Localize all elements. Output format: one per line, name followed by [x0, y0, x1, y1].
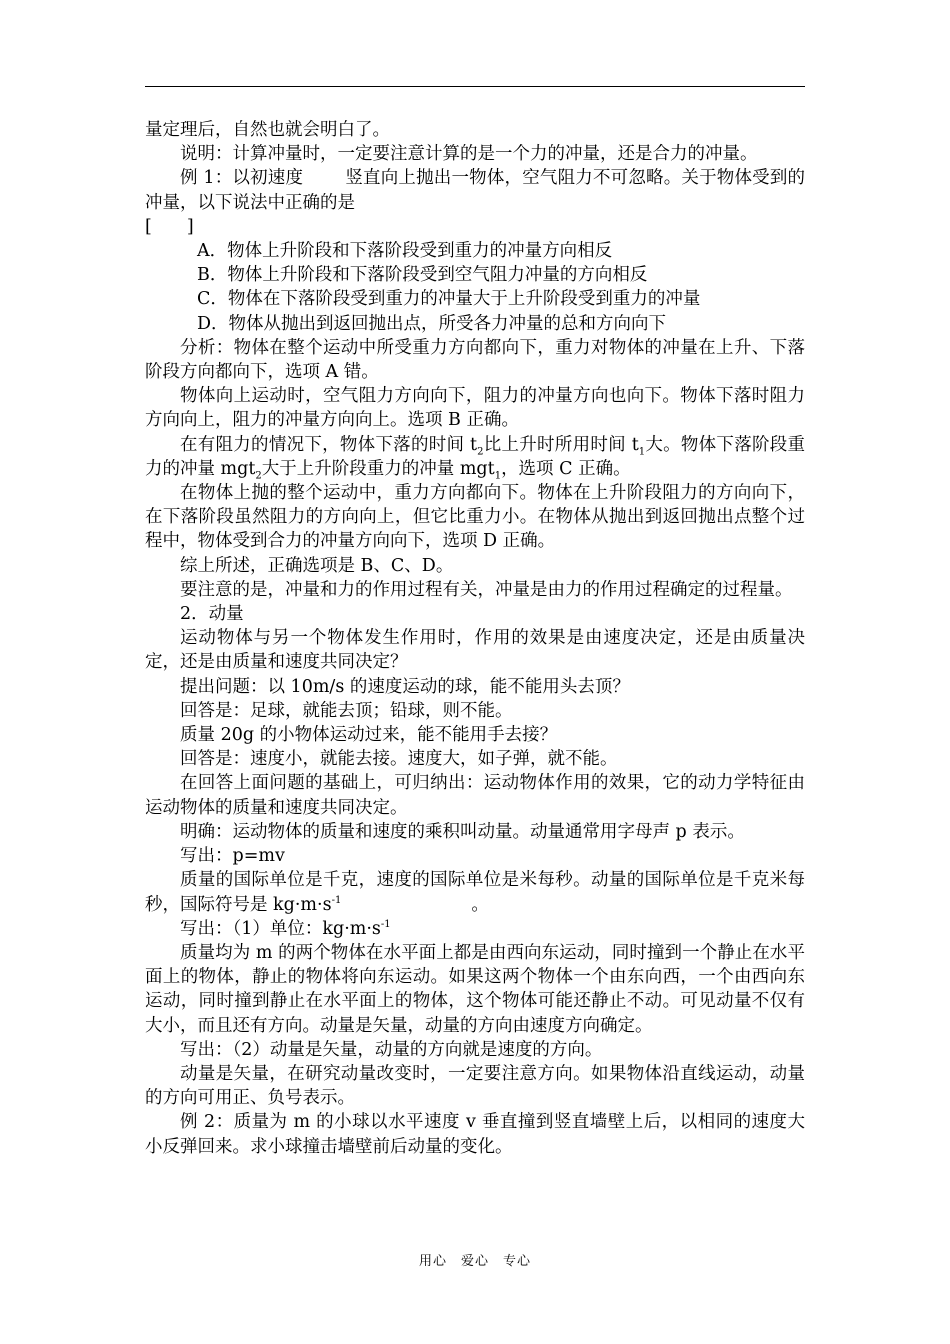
paragraph: 质量 20g 的小物体运动过来，能不能用手去接？: [180, 725, 558, 746]
option-a: A．物体上升阶段和下落阶段受到重力的冲量方向相反: [197, 241, 613, 262]
paragraph: 质量的国际单位是千克，速度的国际单位是米每秒。动量的国际单位是千克米每秒，国际符号是 $kg\cdot m\cdot s^{-1}$ 。: [145, 870, 805, 915]
header-rule: [145, 86, 805, 87]
formula-line: 写出：p=mv: [180, 846, 285, 867]
paragraph: 回答是：足球，就能去顶；铅球，则不能。: [180, 700, 513, 721]
page-footer: 用心 爱心 专心: [418, 1254, 531, 1269]
paragraph: 量定理后，自然也就会明白了。: [145, 120, 390, 140]
example-1-question: 例 1：以初速度 竖直向上抛出一物体，空气阻力不可忽略。关于物体受到的冲量，以下说法中正确的是: [145, 168, 806, 213]
paragraph: 提出问题：以 10m/s 的速度运动的球，能不能用头去顶？: [180, 676, 630, 697]
document-body: [145, 118, 805, 1159]
option-b: B．物体上升阶段和下落阶段受到空气阻力冲量的方向相反: [197, 265, 648, 286]
analysis-paragraph: 在有阻力的情况下，物体下落的时间 $t_2$比上升时所用时间 $t_1$大。物体下落阶段重力的冲量 mgt$_2$大于上升阶段重力的冲量 mgt$_1$，选项 C 正确。: [145, 434, 805, 482]
paragraph: 在回答上面问题的基础上，可归纳出：运动物体作用的效果，它的动力学特征由运动物体的质量和速度共同决定。: [145, 773, 805, 818]
analysis-paragraph: 综上所述，正确选项是 B、C、D。: [180, 555, 454, 576]
analysis-paragraph: 在物体上抛的整个运动中，重力方向都向下。物体在上升阶段阻力的方向向下，在下落阶段虽然阻力的方向向上，但它比重力小。在物体从抛出到返回抛出点整个过程中，物体受到合力的冲量方向向下，选项 D 正确。: [145, 483, 805, 552]
note-paragraph: 说明：计算冲量时，一定要注意计算的是一个力的冲量，还是合力的冲量。: [180, 144, 758, 165]
paragraph: 明确：运动物体的质量和速度的乘积叫动量。动量通常用字母声 p 表示。: [180, 821, 745, 842]
example-2-question: 例 2：质量为 m 的小球以水平速度 v 垂直撞到竖直墙壁上后，以相同的速度大小反弹回来。求小球撞击墙壁前后动量的变化。: [145, 1112, 805, 1157]
paragraph: 动量是矢量，在研究动量改变时，一定要注意方向。如果物体沿直线运动，动量的方向可用正、负号表示。: [145, 1063, 805, 1109]
analysis-paragraph: 分析：物体在整个运动中所受重力方向都向下，重力对物体的冲量在上升、下落阶段方向都向下，选项 A 错。: [145, 337, 805, 383]
paragraph: 回答是：速度小，就能去接。速度大，如子弹，就不能。: [180, 749, 618, 770]
option-d: D．物体从抛出到返回抛出点，所受各力冲量的总和方向向下: [197, 313, 667, 334]
paragraph: 运动物体与另一个物体发生作用时，作用的效果是由速度决定，还是由质量决定，还是由质量和速度共同决定？: [145, 628, 805, 673]
analysis-paragraph: 要注意的是，冲量和力的作用过程有关，冲量是由力的作用过程确定的过程量。: [180, 579, 793, 600]
unit-line: 写出：（1）单位：$kg\cdot m\cdot s^{-1}$: [180, 918, 391, 939]
answer-bracket: [ ]: [145, 216, 194, 237]
section-heading: 2．动量: [180, 604, 244, 625]
analysis-paragraph: 物体向上运动时，空气阻力方向向下，阻力的冲量方向也向下。物体下落时阻力方向向上，阻力的冲量方向向上。选项 B 正确。: [145, 386, 805, 431]
paragraph: 质量均为 m 的两个物体在水平面上都是由西向东运动，同时撞到一个静止在水平面上的物体，静止的物体将向东运动。如果这两个物体一个由东向西，一个由西向东运动，同时撞到静止在水平面上的物体，这个物体可能还静止不动。可见动量不仅有大小，而且还有方向。动量是矢量，动量的方向由速度方向确定。: [145, 942, 805, 1036]
option-c: C．物体在下落阶段受到重力的冲量大于上升阶段受到重力的冲量: [197, 289, 701, 310]
paragraph: 写出：（2）动量是矢量，动量的方向就是速度的方向。: [180, 1039, 603, 1060]
